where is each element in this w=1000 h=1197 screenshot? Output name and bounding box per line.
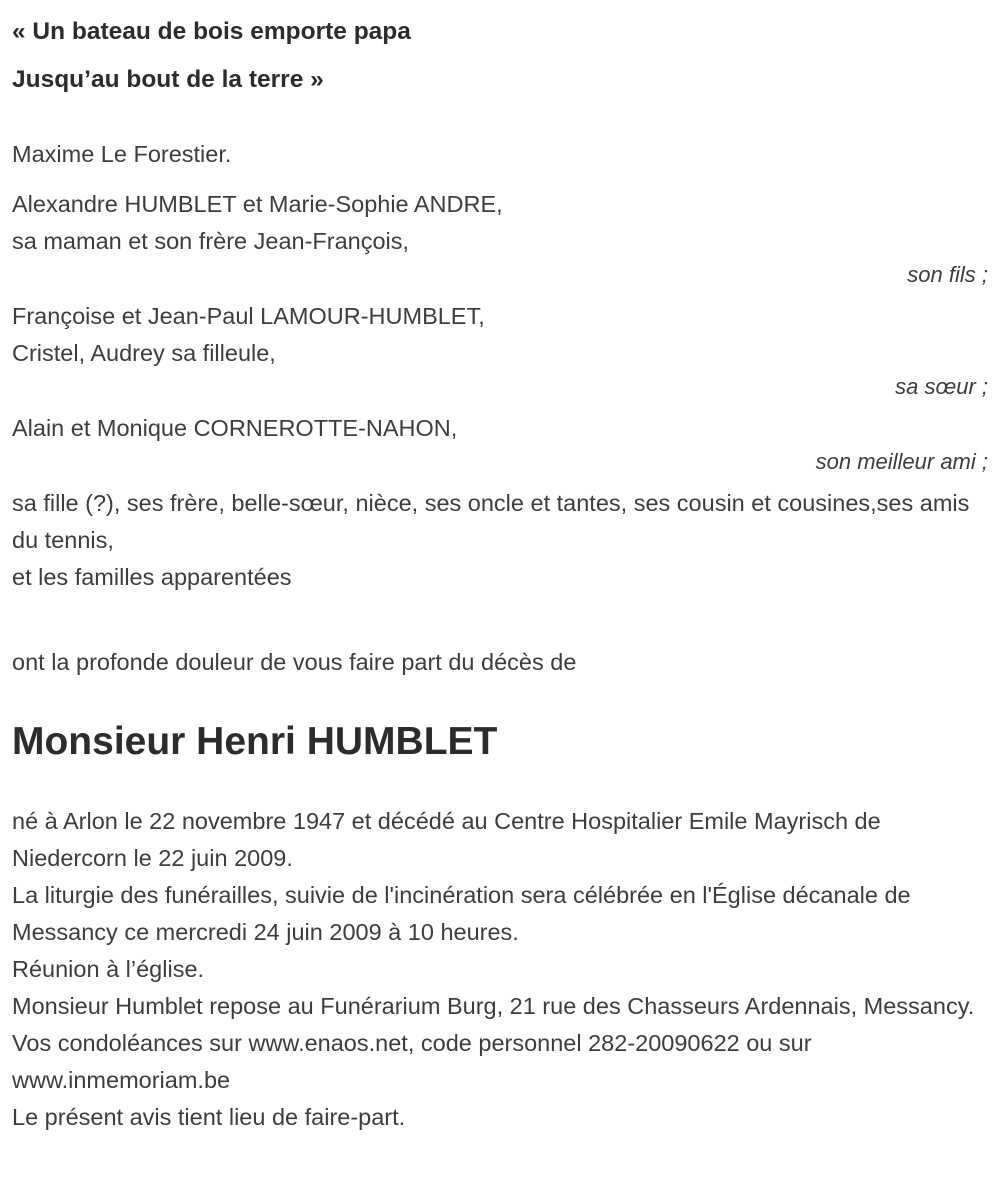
detail-paragraph-condolences: Vos condoléances sur www.enaos.net, code personnel 282-20090622 ou sur www.inmemoriam.be <box>12 1030 812 1093</box>
detail-paragraph-liturgy: La liturgie des funérailles, suivie de l'incinération sera célébrée en l'Église décanale de Messancy ce mercredi 24 juin 2009 à 10 heures. <box>12 882 911 945</box>
family-line: sa maman et son frère Jean-François, <box>12 228 410 254</box>
family-line: Alain et Monique CORNEROTTE-NAHON, <box>12 415 458 441</box>
other-relatives-block <box>12 485 988 596</box>
quote-line-2: Jusqu’au bout de la terre » <box>12 66 324 93</box>
announcement-text: ont la profonde douleur de vous faire part du décès de <box>12 649 577 675</box>
detail-paragraph-funerarium: Monsieur Humblet repose au Funérarium Burg, 21 rue des Chasseurs Ardennais, Messancy. <box>12 993 975 1019</box>
family-line: Alexandre HUMBLET et Marie-Sophie ANDRE, <box>12 191 503 217</box>
relation-label: sa sœur ; <box>895 374 988 399</box>
quote-line-1: « Un bateau de bois emporte papa <box>12 18 411 45</box>
families-line: et les familles apparentées <box>12 564 292 590</box>
other-relatives-text: sa fille (?), ses frère, belle-sœur, nièce, ses oncle et tantes, ses cousin et cousines,ses amis du tennis, <box>12 490 970 553</box>
relation-label: son fils ; <box>907 262 988 287</box>
details-block <box>12 803 988 1136</box>
detail-paragraph-reunion: Réunion à l’église. <box>12 956 205 982</box>
family-group-sister <box>12 298 988 401</box>
family-group-best-friend <box>12 410 988 476</box>
quote-author: Maxime Le Forestier. <box>12 141 232 167</box>
detail-paragraph-closing: Le présent avis tient lieu de faire-part. <box>12 1104 406 1130</box>
family-group-son <box>12 186 988 289</box>
deceased-name: Monsieur Henri HUMBLET <box>12 720 498 763</box>
detail-paragraph-birth-death: né à Arlon le 22 novembre 1947 et décédé au Centre Hospitalier Emile Mayrisch de Niedercorn le 22 juin 2009. <box>12 808 881 871</box>
family-line: Françoise et Jean-Paul LAMOUR-HUMBLET, <box>12 303 485 329</box>
family-line: Cristel, Audrey sa filleule, <box>12 340 276 366</box>
relation-label: son meilleur ami ; <box>815 449 988 474</box>
